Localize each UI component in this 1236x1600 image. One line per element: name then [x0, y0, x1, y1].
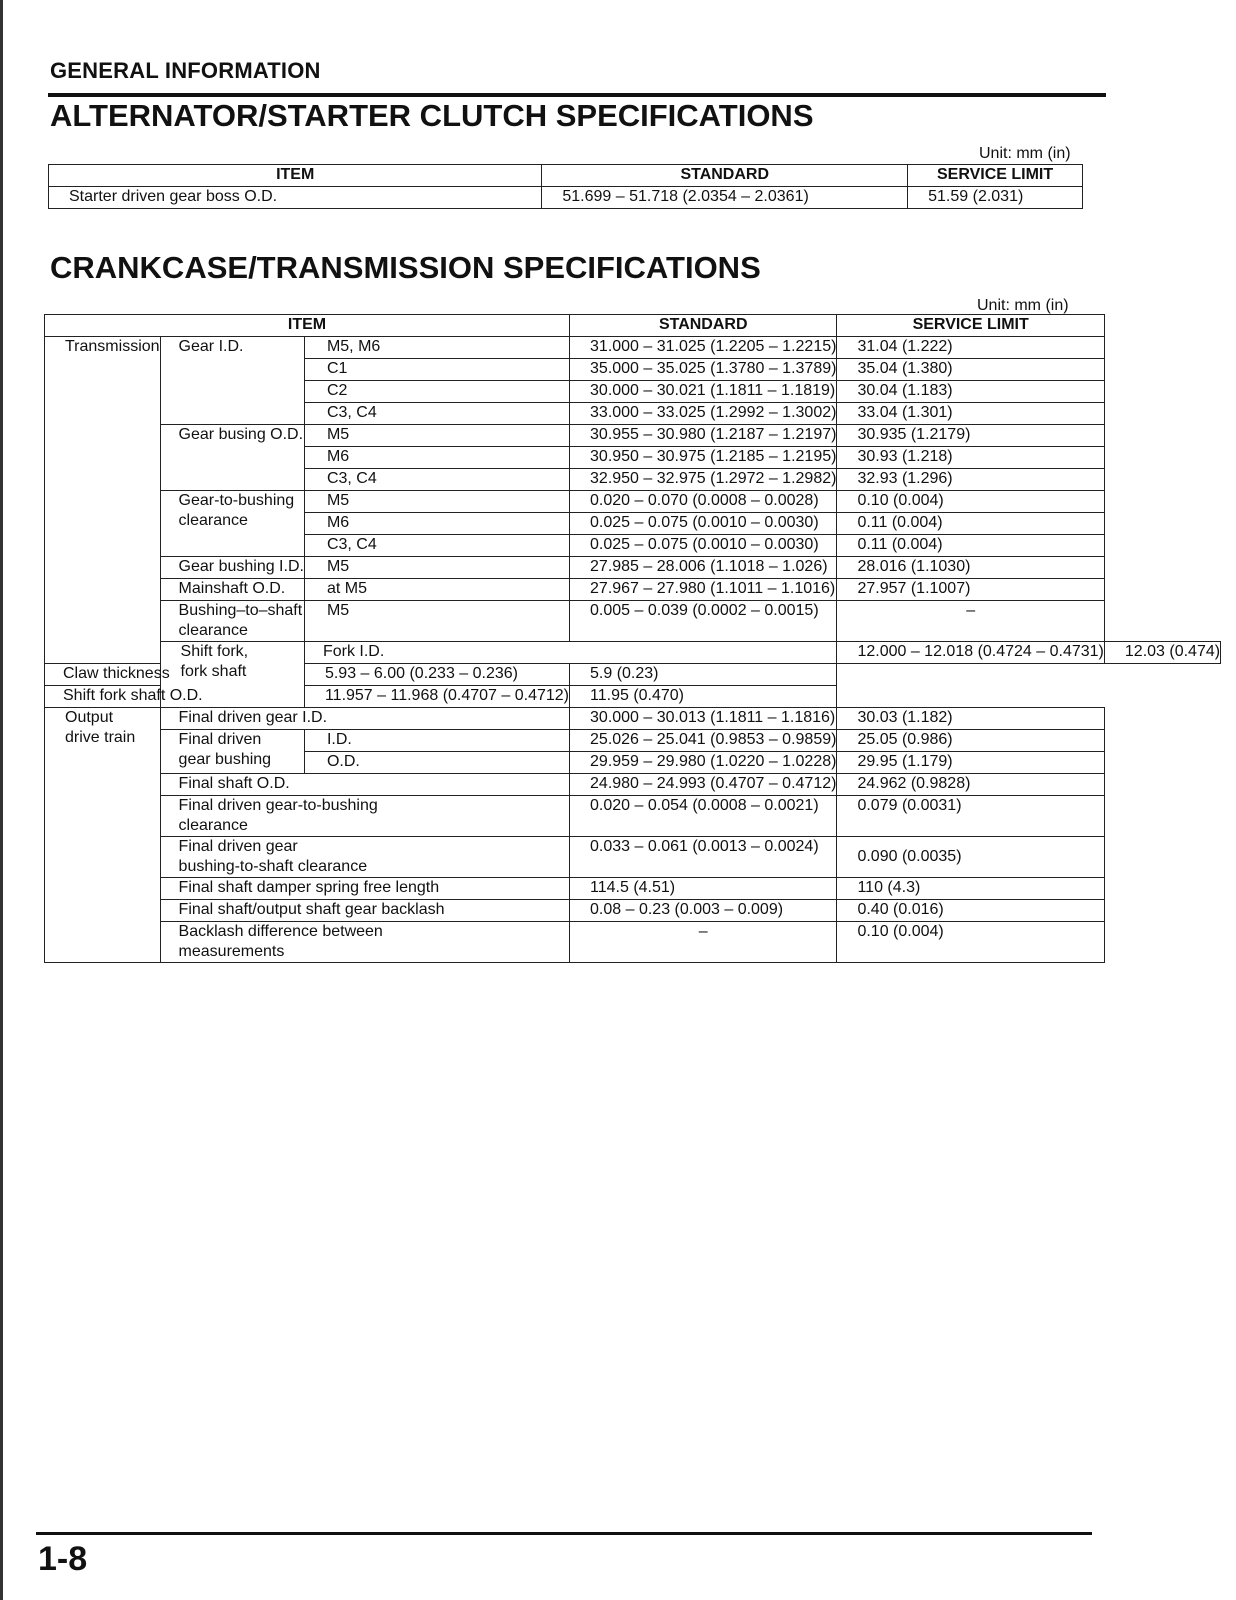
limit-cell: – [837, 601, 1104, 642]
crankcase-unit: Unit: mm (in) [977, 297, 1069, 314]
column-header-item: ITEM [49, 165, 542, 187]
table-row [45, 579, 1221, 601]
table-row [45, 774, 1221, 796]
sub-cell: M5, M6 [304, 337, 569, 359]
item-line: bushing-to-shaft clearance [178, 858, 368, 875]
sub-cell: O.D. [304, 752, 569, 774]
table-row [45, 708, 1221, 730]
limit-cell: 35.04 (1.380) [837, 359, 1104, 381]
item-line: clearance [178, 817, 248, 834]
standard-cell: 30.950 – 30.975 (1.2185 – 1.2195) [570, 447, 837, 469]
sub-cell: I.D. [304, 730, 569, 752]
standard-cell: 24.980 – 24.993 (0.4707 – 0.4712) [570, 774, 837, 796]
header-rule [48, 93, 1106, 97]
limit-cell: 32.93 (1.296) [837, 469, 1104, 491]
column-header-limit: SERVICE LIMIT [908, 165, 1083, 187]
standard-cell: 0.020 – 0.054 (0.0008 – 0.0021) [570, 796, 837, 837]
table-row [45, 557, 1221, 579]
column-header-standard: STANDARD [570, 315, 837, 337]
limit-cell: 25.05 (0.986) [837, 730, 1104, 752]
standard-cell: 0.033 – 0.061 (0.0013 – 0.0024) [570, 837, 837, 878]
standard-cell: 11.957 – 11.968 (0.4707 – 0.4712) [304, 686, 569, 708]
footer-rule [36, 1532, 1092, 1535]
item-line: Gear-to-bushing [178, 492, 295, 509]
sub-cell: C1 [304, 359, 569, 381]
item-cell: Shift fork shaft O.D. [45, 686, 305, 708]
item-line: Final driven gear-to-bushing [178, 797, 378, 814]
item-line: Backlash difference between [178, 923, 383, 940]
standard-cell: 27.985 – 28.006 (1.1018 – 1.026) [570, 557, 837, 579]
item-cell: Claw thickness [45, 664, 305, 686]
standard-cell: 35.000 – 35.025 (1.3780 – 1.3789) [570, 359, 837, 381]
item-cell: Starter driven gear boss O.D. [49, 187, 542, 209]
standard-cell: 29.959 – 29.980 (1.0220 – 1.0228) [570, 752, 837, 774]
limit-cell: 31.04 (1.222) [837, 337, 1104, 359]
standard-cell: 25.026 – 25.041 (0.9853 – 0.9859) [570, 730, 837, 752]
group-output-drive-train [45, 708, 161, 963]
standard-cell: 27.967 – 27.980 (1.1011 – 1.1016) [570, 579, 837, 601]
sub-cell: M6 [304, 513, 569, 535]
column-header-item: ITEM [45, 315, 570, 337]
table-row [45, 642, 1221, 664]
limit-cell: 110 (4.3) [837, 878, 1104, 900]
item-cell [160, 730, 304, 774]
group-line: Shift fork, [180, 643, 249, 660]
standard-cell: 114.5 (4.51) [570, 878, 837, 900]
sub-cell: C3, C4 [304, 535, 569, 557]
standard-cell: 5.93 – 6.00 (0.233 – 0.236) [304, 664, 569, 686]
limit-cell: 33.04 (1.301) [837, 403, 1104, 425]
item-cell [160, 601, 304, 642]
standard-cell: 51.699 – 51.718 (2.0354 – 2.0361) [542, 187, 908, 209]
item-cell: Fork I.D. [304, 642, 837, 664]
limit-cell: 5.9 (0.23) [570, 664, 837, 686]
table-header-row [49, 165, 1083, 187]
limit-cell: 0.10 (0.004) [837, 491, 1104, 513]
crankcase-spec-table [44, 314, 1221, 963]
standard-cell: 0.005 – 0.039 (0.0002 – 0.0015) [570, 601, 837, 642]
alternator-title: ALTERNATOR/STARTER CLUTCH SPECIFICATIONS [50, 98, 814, 133]
standard-cell: 33.000 – 33.025 (1.2992 – 1.3002) [570, 403, 837, 425]
sub-cell: M5 [304, 557, 569, 579]
table-row [49, 187, 1083, 209]
standard-cell: 0.08 – 0.23 (0.003 – 0.009) [570, 900, 837, 922]
group-transmission: Transmission [45, 337, 161, 664]
limit-cell: 51.59 (2.031) [908, 187, 1083, 209]
limit-cell: 12.03 (0.474) [1104, 642, 1220, 664]
standard-cell: 30.000 – 30.021 (1.1811 – 1.1819) [570, 381, 837, 403]
limit-cell: 0.11 (0.004) [837, 535, 1104, 557]
standard-cell: 0.025 – 0.075 (0.0010 – 0.0030) [570, 535, 837, 557]
standard-cell: 32.950 – 32.975 (1.2972 – 1.2982) [570, 469, 837, 491]
limit-cell: 0.079 (0.0031) [837, 796, 1104, 837]
item-cell: Final shaft/output shaft gear backlash [160, 900, 569, 922]
item-cell: Mainshaft O.D. [160, 579, 304, 601]
item-line: measurements [178, 943, 285, 960]
alternator-spec-table [48, 164, 1083, 209]
limit-cell: 30.935 (1.2179) [837, 425, 1104, 447]
page-number: 1-8 [38, 1540, 88, 1578]
sub-cell: M6 [304, 447, 569, 469]
limit-cell: 0.11 (0.004) [837, 513, 1104, 535]
table-row [45, 686, 1221, 708]
item-line: Final driven gear [178, 838, 298, 855]
table-row [45, 837, 1221, 878]
standard-cell: 12.000 – 12.018 (0.4724 – 0.4731) [837, 642, 1104, 664]
sub-cell: C3, C4 [304, 469, 569, 491]
item-cell: Final driven gear I.D. [160, 708, 569, 730]
sub-cell: C2 [304, 381, 569, 403]
limit-cell: 29.95 (1.179) [837, 752, 1104, 774]
limit-cell: 11.95 (0.470) [570, 686, 837, 708]
item-cell: Gear I.D. [160, 337, 304, 425]
crankcase-title: CRANKCASE/TRANSMISSION SPECIFICATIONS [50, 250, 761, 285]
item-line: clearance [178, 512, 248, 529]
column-header-standard: STANDARD [542, 165, 908, 187]
table-row [45, 337, 1221, 359]
limit-cell: 0.090 (0.0035) [837, 837, 1104, 878]
table-row [45, 900, 1221, 922]
standard-cell: – [570, 922, 837, 963]
group-line: Output [65, 709, 114, 726]
item-line: Final driven [178, 731, 262, 748]
limit-cell: 30.03 (1.182) [837, 708, 1104, 730]
item-cell: Final shaft O.D. [160, 774, 569, 796]
group-line: fork shaft [180, 663, 247, 680]
table-row [45, 922, 1221, 963]
item-cell [160, 491, 304, 557]
item-cell [160, 922, 569, 963]
table-row [45, 601, 1221, 642]
table-row [45, 878, 1221, 900]
item-line: gear bushing [178, 751, 272, 768]
limit-cell: 0.10 (0.004) [837, 922, 1104, 963]
table-row [45, 730, 1221, 752]
sub-cell: C3, C4 [304, 403, 569, 425]
standard-cell: 30.955 – 30.980 (1.2187 – 1.2197) [570, 425, 837, 447]
item-cell [160, 837, 569, 878]
standard-cell: 0.020 – 0.070 (0.0008 – 0.0028) [570, 491, 837, 513]
item-cell: Gear busing O.D. [160, 425, 304, 491]
sub-cell: at M5 [304, 579, 569, 601]
limit-cell: 30.93 (1.218) [837, 447, 1104, 469]
item-cell [160, 796, 569, 837]
table-row [45, 491, 1221, 513]
standard-cell: 0.025 – 0.075 (0.0010 – 0.0030) [570, 513, 837, 535]
limit-cell: 28.016 (1.1030) [837, 557, 1104, 579]
sub-cell: M5 [304, 491, 569, 513]
item-cell: Final shaft damper spring free length [160, 878, 569, 900]
sub-cell: M5 [304, 425, 569, 447]
table-row [45, 425, 1221, 447]
limit-cell: 24.962 (0.9828) [837, 774, 1104, 796]
limit-cell: 27.957 (1.1007) [837, 579, 1104, 601]
standard-cell: 31.000 – 31.025 (1.2205 – 1.2215) [570, 337, 837, 359]
group-line: drive train [65, 729, 136, 746]
item-line: Bushing–to–shaft [178, 602, 303, 619]
section-header: GENERAL INFORMATION [50, 58, 321, 83]
limit-cell: 0.40 (0.016) [837, 900, 1104, 922]
standard-cell: 30.000 – 30.013 (1.1811 – 1.1816) [570, 708, 837, 730]
alternator-unit: Unit: mm (in) [979, 145, 1071, 162]
item-line: clearance [178, 622, 248, 639]
limit-cell: 30.04 (1.183) [837, 381, 1104, 403]
table-header-row [45, 315, 1221, 337]
column-header-limit: SERVICE LIMIT [837, 315, 1104, 337]
page-left-edge [0, 0, 3, 1600]
sub-cell: M5 [304, 601, 569, 642]
item-cell: Gear bushing I.D. [160, 557, 304, 579]
table-row [45, 796, 1221, 837]
